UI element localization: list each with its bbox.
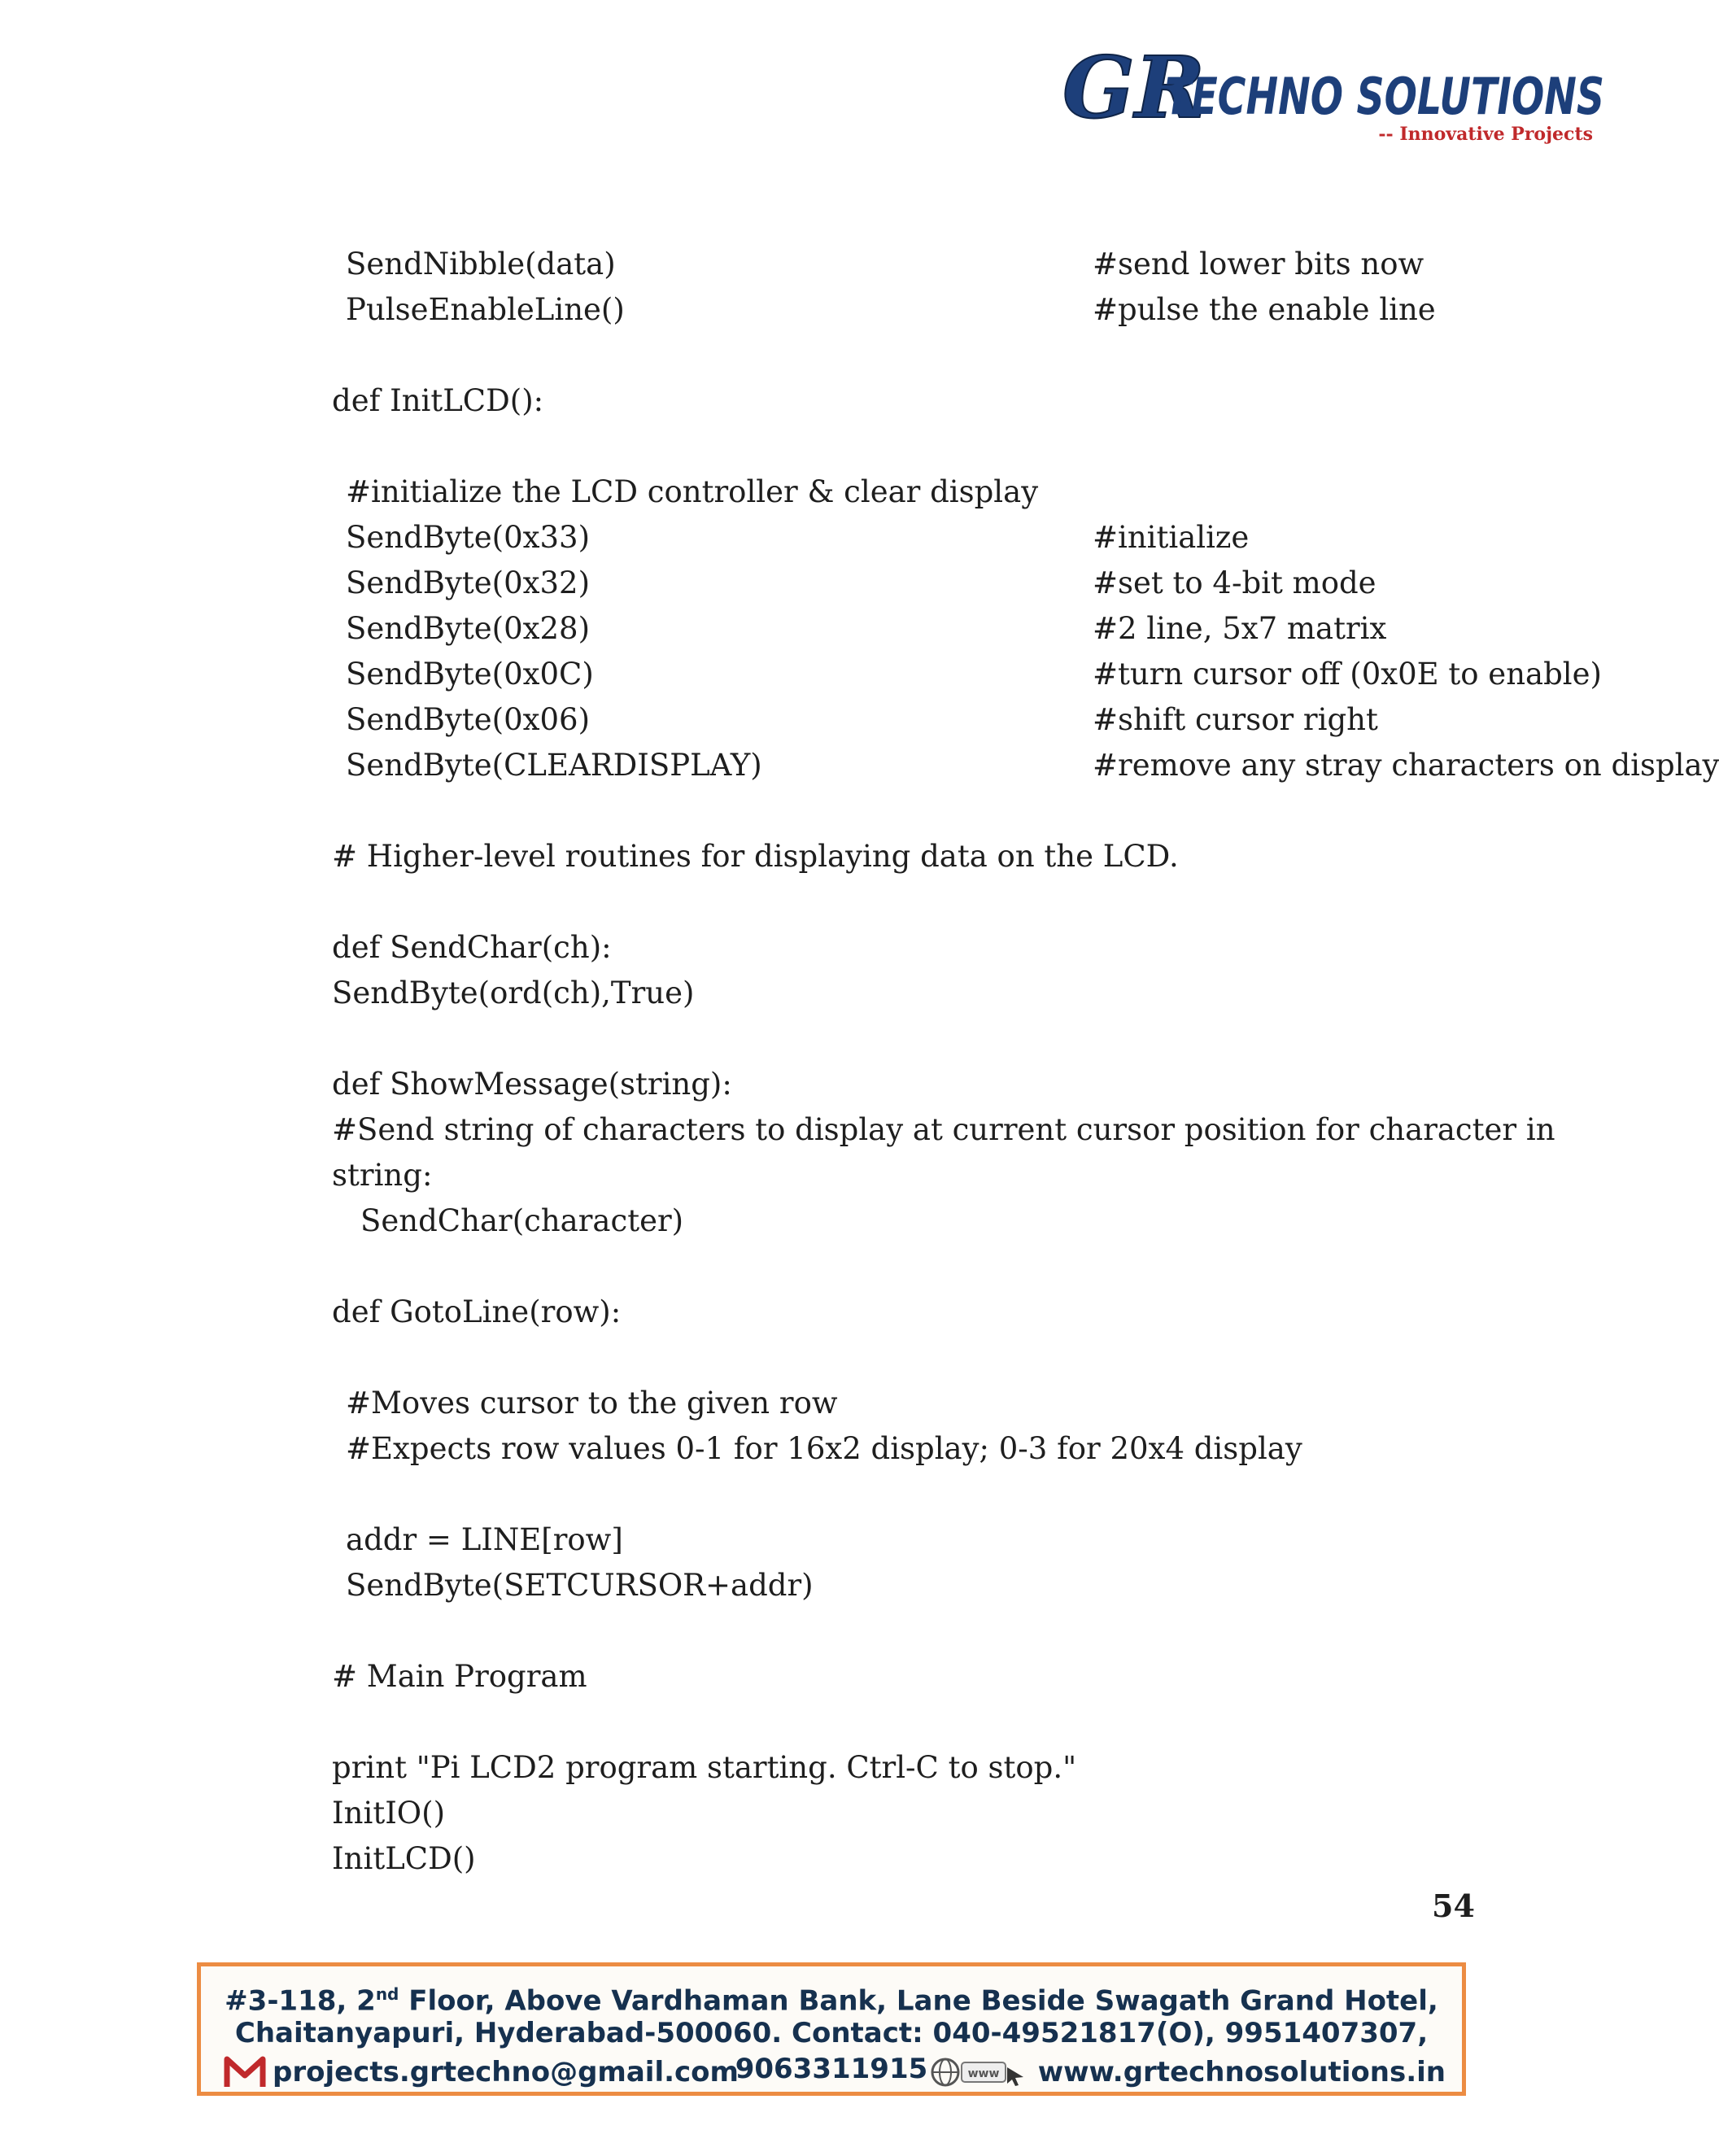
code-line: SendByte(0x0C) #turn cursor off (0x0E to enable) [346,657,1602,692]
code-line: SendByte(0x32) #set to 4-bit mode [346,565,1377,600]
code-line: SendByte(CLEARDISPLAY) #remove any stray characters on display [346,748,1719,783]
code-comment-line: # Main Program [332,1659,587,1694]
code-line: def SendChar(ch): [332,930,612,965]
svg-text:www: www [967,2067,1000,2080]
logo-name: TECHNO SOLUTIONS [1165,67,1604,126]
mail-icon [224,2056,266,2088]
company-logo [1058,37,1611,148]
code-line: addr = LINE[row] [346,1522,623,1557]
code-line: SendByte(0x28) #2 line, 5x7 matrix [346,611,1387,646]
footer-website[interactable] [929,2054,1446,2090]
code-comment-line: # Higher-level routines for displaying data on the LCD. [332,839,1179,874]
code-line: def GotoLine(row): [332,1294,622,1329]
code-line: SendByte(0x06) #shift cursor right [346,702,1378,737]
logo-gr: GR [1062,37,1206,137]
footer-contact-box [197,1962,1466,2096]
page-number: 54 [1432,1888,1475,1924]
code-line: print "Pi LCD2 program starting. Ctrl-C to stop." [332,1750,1077,1785]
code-line: SendByte(ord(ch),True) [332,975,695,1010]
footer-email[interactable] [224,2054,739,2090]
code-line: InitIO() [332,1796,446,1831]
code-line: SendChar(character) [360,1203,684,1238]
code-line: SendNibble(data) #send lower bits now [346,247,1425,282]
code-comment-line: #initialize the LCD controller & clear display [346,474,1039,509]
code-line: def InitLCD(): [332,383,544,418]
code-line: InitLCD() [332,1841,476,1876]
footer-email-text[interactable]: projects.grtechno@gmail.com [273,2056,739,2088]
code-comment-line: #Send string of characters to display at current cursor position for character in [332,1112,1555,1147]
globe-www-icon [929,2056,1027,2088]
footer-address-line2: Chaitanyapuri, Hyderabad-500060. Contact: 040-49521817(O), 9951407307, 9063311915 [234,2017,1429,2085]
code-line: def ShowMessage(string): [332,1067,732,1102]
code-line: SendByte(0x33) #initialize [346,520,1250,555]
code-line: PulseEnableLine() #pulse the enable line [346,292,1436,327]
code-comment-line: #Moves cursor to the given row [346,1386,838,1421]
code-comment-line: #Expects row values 0-1 for 16x2 display; 0-3 for 20x4 display [346,1431,1302,1466]
code-line: string: [332,1158,433,1193]
code-line: SendByte(SETCURSOR+addr) [346,1568,814,1603]
footer-address-line1: #3-118, 2nd Floor, Above Vardhaman Bank, Lane Beside Swagath Grand Hotel, [225,1984,1438,2018]
footer-website-text[interactable]: www.grtechnosolutions.in [1037,2056,1446,2088]
logo-tagline: -- Innovative Projects [1378,124,1593,145]
